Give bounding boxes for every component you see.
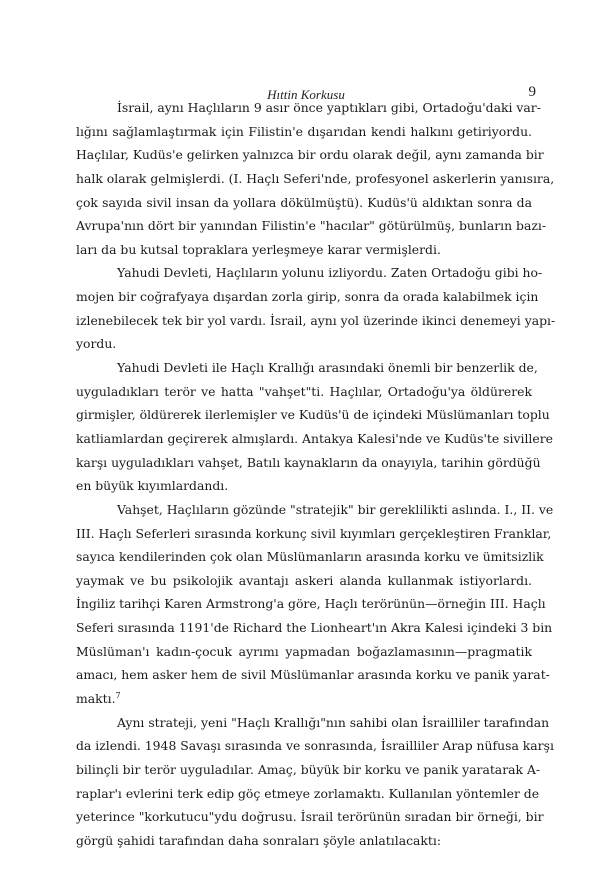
text-line: Avrupa'nın dört bir yanından Filistin'e "hacılar" götürülmüş, bunların bazı- <box>76 218 547 234</box>
text-line: görgü şahidi tarafından daha sonraları şöyle anlatılacaktı: <box>76 832 442 848</box>
text-line: III. Haçlı Seferleri sırasında korkunç sivil kıyımları gerçekleştiren Franklar, <box>76 525 552 541</box>
text-line: sayıca kendilerinden çok olan Müslümanların arasında korku ve ümitsizlik <box>76 549 544 565</box>
text-line: amacı, hem asker hem de sivil Müslümanlar arasında korku ve panik yarat- <box>76 667 550 683</box>
paragraph-2 <box>76 261 556 356</box>
text-line: yordu. <box>76 336 117 352</box>
running-title: Hıttin Korkusu <box>267 87 345 102</box>
text-line: da izlendi. 1948 Savaşı sırasında ve sonrasında, İsrailliler Arap nüfusa karşı <box>76 738 554 754</box>
footnote-ref[interactable]: 7 <box>115 690 121 700</box>
paragraph-3 <box>76 356 553 498</box>
text-line: girmişler, öldürerek ilerlemişler ve Kudüs'ü de içindeki Müslümanları toplu <box>76 407 550 423</box>
text-line: Vahşet, Haçlıların gözünde "stratejik" bir gereklilikti aslında. I., II. ve <box>117 501 554 517</box>
text-line: Seferi sırasında 1191'de Richard the Lionheart'ın Akra Kalesi içindeki 3 bin <box>76 620 553 636</box>
text-line: yeterince "korkutucu"ydu doğrusu. İsrail terörünün sıradan bir örneği, bir <box>76 809 544 825</box>
text-line: izlenebilecek tek bir yol vardı. İsrail, aynı yol üzerinde ikinci denemeyi yapı- <box>76 312 556 328</box>
text-line: bilinçli bir terör uyguladılar. Amaç, büyük bir korku ve panik yaratarak A- <box>76 761 541 777</box>
text-line: karşı uyguladıkları vahşet, Batılı kaynakların da onayıyla, tarihin gördüğü <box>76 454 541 470</box>
page-body <box>76 96 556 853</box>
text-line: uyguladıkları terör ve hatta "vahşet"ti. Haçlılar, Ortadoğu'ya öldürerek <box>76 383 532 399</box>
text-line: katliamlardan geçirerek almışlardı. Antakya Kalesi'nde ve Kudüs'te sivillere <box>76 430 553 446</box>
text-line: ları da bu kutsal topraklara yerleşmeye karar vermişlerdi. <box>76 241 441 257</box>
text-line <box>76 687 532 711</box>
text-line: en büyük kıyımlardandı. <box>76 478 229 494</box>
text-line: Yahudi Devleti ile Haçlı Krallığı arasındaki önemli bir benzerlik de, <box>117 360 538 376</box>
text-line: İsrail, aynı Haçlıların 9 asır önce yaptıkları gibi, Ortadoğu'daki var- <box>117 100 541 115</box>
text-line-content: maktı. <box>76 691 116 707</box>
text-line: halk olarak gelmişlerdi. (I. Haçlı Seferi'nde, profesyonel askerlerin yanısıra, <box>76 170 555 186</box>
text-line: çok sayıda sivil insan da yollara dökülmüştü). Kudüs'ü aldıktan sonra da <box>76 194 532 210</box>
text-line: yaymak ve bu psikolojik avantajı askeri alanda kullanmak istiyorlardı. <box>76 572 532 588</box>
text-line: Haçlılar, Kudüs'e gelirken yalnızca bir ordu olarak değil, aynı zamanda bir <box>76 147 544 163</box>
text-line: Müslüman'ı kadın-çocuk ayrımı yapmadan boğazlamasının—pragmatik <box>76 643 532 659</box>
text-line: mojen bir coğrafyaya dışardan zorla girip, sonra da orada kalabilmek için <box>76 289 539 305</box>
text-line: Yahudi Devleti, Haçlıların yolunu izliyordu. Zaten Ortadoğu gibi ho- <box>117 265 543 281</box>
text-line: İngiliz tarihçi Karen Armstrong'a göre, Haçlı terörünün—örneğin III. Haçlı <box>76 596 546 612</box>
paragraph-4 <box>76 498 554 711</box>
paragraph-5 <box>76 711 554 853</box>
page-number: 9 <box>528 84 536 100</box>
text-line: raplar'ı evlerini terk edip göç etmeye zorlamaktı. Kullanılan yöntemler de <box>76 785 540 801</box>
text-line: lığını sağlamlaştırmak için Filistin'e dışarıdan kendi halkını getiriyordu. <box>76 123 532 139</box>
text-line: Aynı strateji, yeni "Haçlı Krallığı"nın sahibi olan İsrailliler tarafından <box>117 714 550 730</box>
paragraph-1 <box>76 96 555 261</box>
